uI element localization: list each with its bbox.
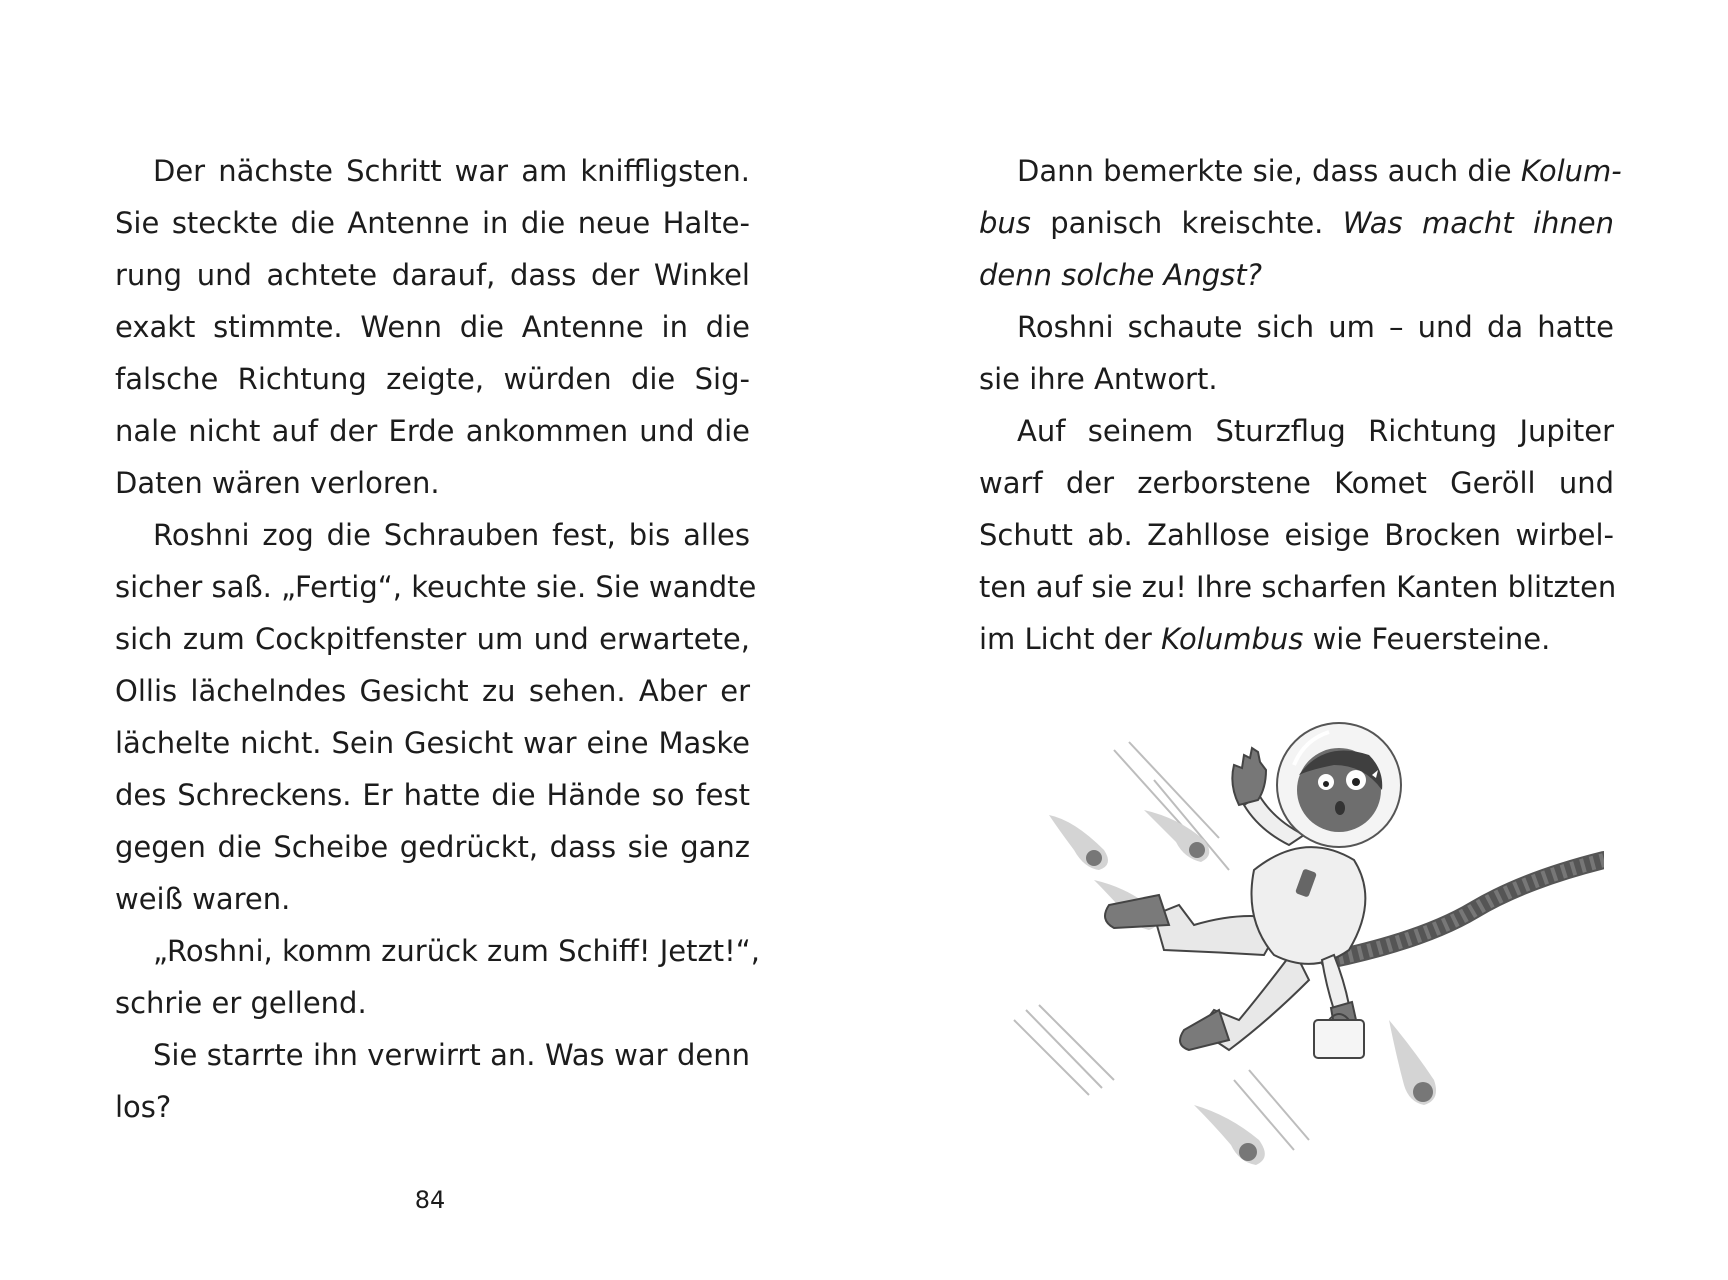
text-line: weiß waren.	[115, 882, 291, 916]
text-line: lächelte nicht. Sein Gesicht war eine Maske	[115, 726, 750, 760]
text-line: sie ihre Antwort.	[979, 362, 1218, 396]
text-line: im Licht der Kolumbus wie Feuersteine.	[979, 622, 1551, 656]
text-line: Auf seinem Sturzflug Richtung Jupiter	[1017, 414, 1614, 448]
text-line: gegen die Scheibe gedrückt, dass sie ganz	[115, 830, 750, 864]
text-line: rung und achtete darauf, dass der Winkel	[115, 258, 750, 292]
text-line: „Roshni, komm zurück zum Schiff! Jetzt!“,	[153, 934, 760, 968]
text-line: denn solche Angst?	[979, 258, 1263, 292]
text-line: los?	[115, 1090, 172, 1124]
text-line: Roshni schaute sich um – und da hatte	[1017, 310, 1614, 344]
text-line: nale nicht auf der Erde ankommen und die	[115, 414, 750, 448]
text-line: Dann bemerkte sie, dass auch die Kolum-	[1017, 154, 1622, 188]
right-page	[864, 0, 1728, 1280]
astronaut-illustration	[1004, 720, 1604, 1200]
page-number: 84	[414, 1186, 446, 1214]
text-line: schrie er gellend.	[115, 986, 367, 1020]
astronaut	[1105, 723, 1401, 1058]
text-line: exakt stimmte. Wenn die Antenne in die	[115, 310, 750, 344]
text-line: Daten wären verloren.	[115, 466, 440, 500]
text-line: Roshni zog die Schrauben fest, bis alles	[153, 518, 750, 552]
text-line: warf der zerborstene Komet Geröll und	[979, 466, 1614, 500]
right-text-column	[979, 145, 1622, 665]
text-line: sicher saß. „Fertig“, keuchte sie. Sie wandte	[115, 570, 757, 604]
text-line: Sie steckte die Antenne in die neue Halte-	[115, 206, 750, 240]
text-line: Schutt ab. Zahllose eisige Brocken wirbel-	[979, 518, 1614, 552]
text-line: ten auf sie zu! Ihre scharfen Kanten blitzten	[979, 570, 1617, 604]
text-line: Sie starrte ihn verwirrt an. Was war denn	[153, 1038, 750, 1072]
text-line: sich zum Cockpitfenster um und erwartete,	[115, 622, 750, 656]
text-line: bus panisch kreischte. Was macht ihnen	[979, 206, 1614, 240]
text-line: des Schreckens. Er hatte die Hände so fest	[115, 778, 750, 812]
left-text-column	[115, 145, 760, 1133]
text-line: falsche Richtung zeigte, würden die Sig-	[115, 362, 750, 396]
meteors	[1049, 810, 1436, 1165]
text-line: Der nächste Schritt war am kniffligsten.	[153, 154, 750, 188]
text-line: Ollis lächelndes Gesicht zu sehen. Aber er	[115, 674, 750, 708]
